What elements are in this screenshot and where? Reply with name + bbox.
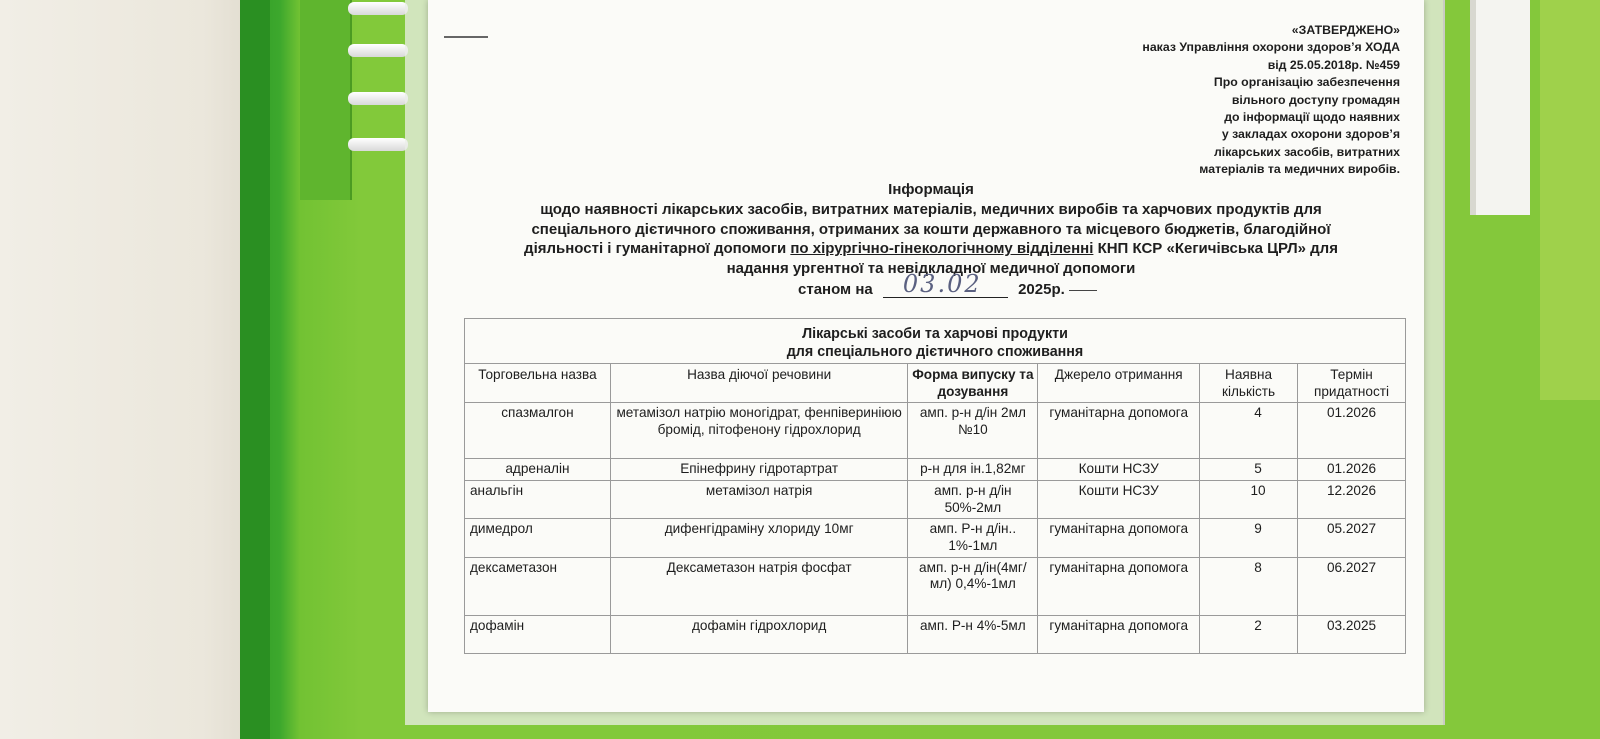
cell-quantity: 2 (1200, 615, 1298, 653)
column-header: Джерело отримання (1038, 364, 1200, 403)
info-text: КНП КСР «Кегичівська ЦРЛ» для (1093, 240, 1338, 258)
cell-substance: Дексаметазон натрія фосфат (610, 557, 908, 615)
info-text: діяльності і гуманітарної допомоги (524, 240, 791, 258)
cell-quantity: 5 (1200, 459, 1298, 481)
column-header: Торговельна назва (465, 364, 611, 403)
table-row (465, 615, 1406, 653)
approval-line: Про організацію забезпечення (1213, 75, 1400, 90)
approval-line: від 25.05.2018р. №459 (1267, 57, 1400, 72)
info-line: спеціального дієтичного споживання, отриманих за кошти державного та місцевого бюджетів, благодійної (531, 220, 1331, 238)
as-of-year: 2025р. (1018, 281, 1065, 298)
cell-trade-name: адреналін (465, 459, 611, 481)
column-header: Наявна кількість (1200, 364, 1298, 403)
cell-form: р-н для ін.1,82мг (908, 459, 1038, 481)
table-caption (465, 319, 1406, 364)
cell-expiry: 03.2025 (1298, 615, 1406, 653)
adjacent-card (1470, 0, 1530, 215)
approval-line: «ЗАТВЕРДЖЕНО» (1291, 23, 1400, 37)
cell-form: амп. р-н д/ін 50%-2мл (908, 481, 1038, 519)
column-header: Термін придатності (1298, 364, 1406, 403)
cell-source: гуманітарна допомога (1038, 615, 1200, 653)
cell-substance: Епінефрину гідротартрат (610, 459, 908, 481)
cell-expiry: 01.2026 (1298, 459, 1406, 481)
as-of-label: станом на (798, 281, 873, 298)
pen-dash (1069, 290, 1097, 291)
cell-form: амп. р-н д/ін(4мг/мл) 0,4%-1мл (908, 557, 1038, 615)
department-name: по хірургічно-гінекологічному відділенні (790, 240, 1094, 258)
cell-substance: метамізол натрію моногідрат, фенпівериніюю бромід, пітофенону гідрохлорид (610, 403, 908, 459)
approval-line: матеріалів та медичних виробів. (1199, 162, 1400, 177)
adjacent-green-panel (1540, 0, 1600, 400)
info-line: щодо наявності лікарських засобів, витратних матеріалів, медичних виробів та харчових продуктів для (540, 200, 1322, 218)
info-title: Інформація (888, 181, 974, 198)
cell-trade-name: дофамін (465, 615, 611, 653)
cell-quantity: 8 (1200, 557, 1298, 615)
column-header: Назва діючої речовини (610, 364, 908, 403)
column-header: Форма випуску та дозування (908, 364, 1038, 403)
medicine-table (464, 318, 1406, 654)
info-heading (458, 180, 1404, 279)
table-row (465, 459, 1406, 481)
approval-line: наказ Управління охорони здоров’я ХОДА (1142, 40, 1400, 55)
caption-line: Лікарські засоби та харчові продукти (802, 326, 1068, 342)
board-rail (300, 0, 352, 200)
table-row (465, 519, 1406, 557)
info-line (458, 239, 1404, 259)
approval-line: вільного доступу громадян (1231, 92, 1400, 107)
cell-form: амп. Р-н д/ін.. 1%-1мл (908, 519, 1038, 557)
cell-quantity: 10 (1200, 481, 1298, 519)
cell-substance: дифенгідраміну хлориду 10мг (610, 519, 908, 557)
cell-source: гуманітарна допомога (1038, 519, 1200, 557)
cell-substance: метамізол натрія (610, 481, 908, 519)
approval-stamp-block (1142, 22, 1400, 179)
table-row (465, 481, 1406, 519)
cell-expiry: 12.2026 (1298, 481, 1406, 519)
handwritten-date: 03.02 (902, 270, 982, 298)
approval-line: у закладах охорони здоров’я (1221, 127, 1400, 142)
cell-expiry: 05.2027 (1298, 519, 1406, 557)
table-row (465, 557, 1406, 615)
caption-line: для спеціального дієтичного споживання (786, 344, 1084, 360)
cell-expiry: 06.2027 (1298, 557, 1406, 615)
table-header-row (465, 364, 1406, 403)
cell-quantity: 4 (1200, 403, 1298, 459)
cell-substance: дофамін гідрохлорид (610, 615, 908, 653)
table-caption-row (465, 319, 1406, 364)
cell-source: гуманітарна допомога (1038, 557, 1200, 615)
date-field (883, 270, 1008, 298)
approval-line: лікарських засобів, витратних (1214, 144, 1400, 159)
cell-trade-name: димедрол (465, 519, 611, 557)
cell-source: гуманітарна допомога (1038, 403, 1200, 459)
notice-sheet (428, 0, 1424, 712)
cell-form: амп. Р-н 4%-5мл (908, 615, 1038, 653)
as-of-date (798, 270, 1097, 298)
cell-expiry: 01.2026 (1298, 403, 1406, 459)
approval-line: до інформації щодо наявних (1224, 110, 1400, 125)
cell-trade-name: дексаметазон (465, 557, 611, 615)
board-frame-edge (240, 0, 270, 739)
pen-mark (444, 36, 488, 38)
cell-source: Кошти НСЗУ (1038, 459, 1200, 481)
cell-trade-name: спазмалгон (465, 403, 611, 459)
cell-source: Кошти НСЗУ (1038, 481, 1200, 519)
cell-form: амп. р-н д/ін 2мл №10 (908, 403, 1038, 459)
cell-trade-name: анальгін (465, 481, 611, 519)
cell-quantity: 9 (1200, 519, 1298, 557)
info-line: надання ургентної та невідкладної медичної допомоги (726, 260, 1136, 278)
table-row (465, 403, 1406, 459)
